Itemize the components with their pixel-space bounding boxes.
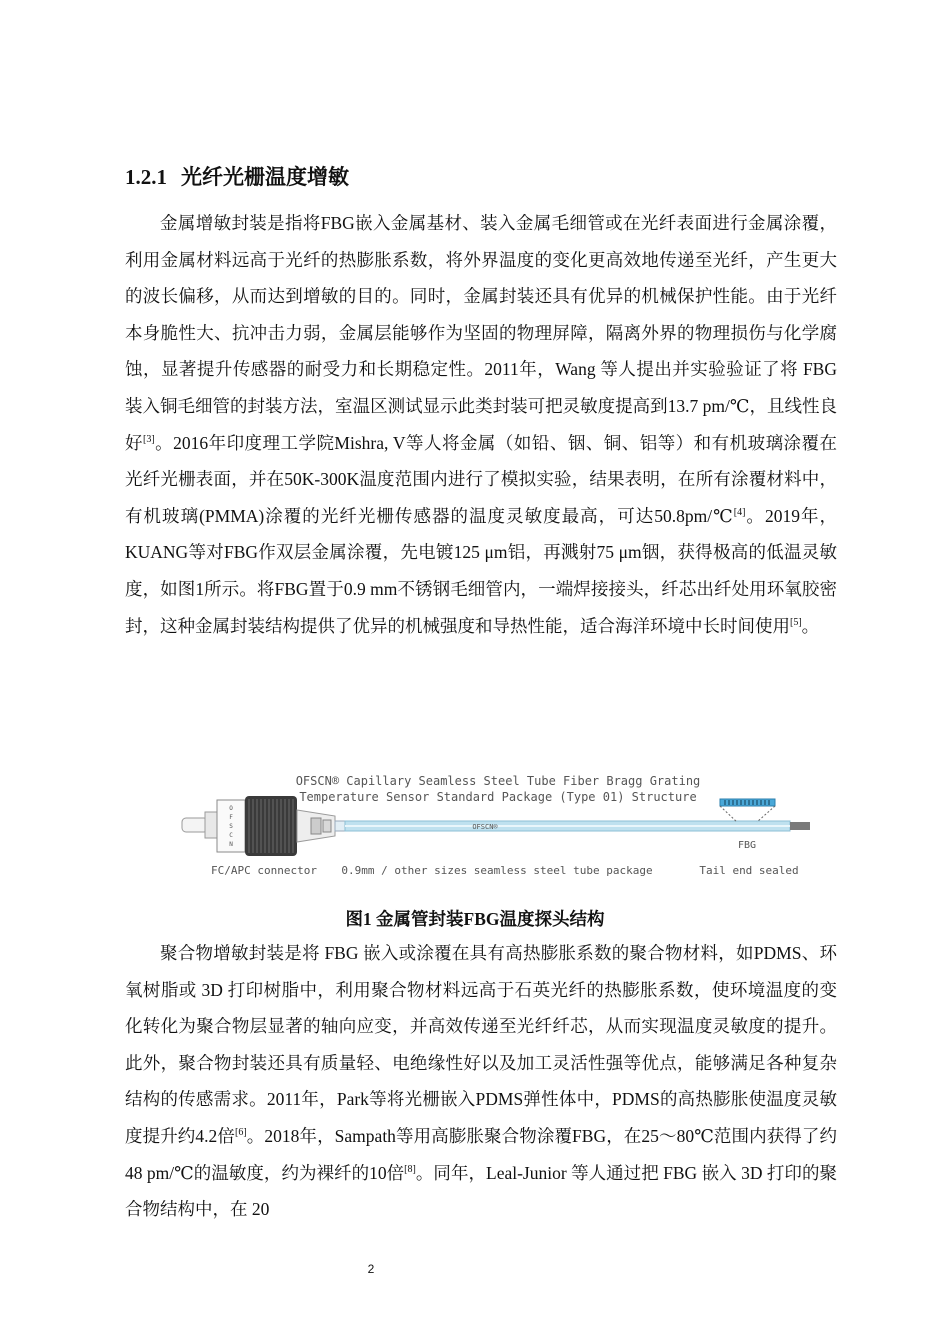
citation[interactable]: [4] [733,506,746,518]
paragraph-text: 聚合物增敏封装是将 FBG 嵌入或涂覆在具有高热膨胀系数的聚合物材料，如PDMS、环氧树脂或 3D 打印树脂中，利用聚合物材料远高于石英光纤的热膨胀系数，使环境温度的变化转化为聚合物层显著的轴向应变，并高效传递至光纤纤芯，从而实现温度灵敏度的提升。此外，聚合物封装还具有质量轻、电绝缘性好以及加工灵活性强等优点，能够满足各种复杂结构的传感需求。2011年，Park等将光栅嵌入PDMS弹性体中，PDMS的高热膨胀使温度灵敏度提升约4.2倍 [125,943,837,1146]
paragraph-text: 。同年，Leal-Junior 等人通过把 FBG 嵌入 3D 打印的聚合物结构中，在 20 [125,1162,837,1220]
brand-letter: O [229,805,233,812]
paragraph-metal-packaging [125,205,837,644]
paragraph-text: 。2016年印度理工学院Mishra, V等人将金属（如铅、铟、铜、铝等）和有机玻璃涂覆在光纤光栅表面，并在50K-300K温度范围内进行了模拟实验，结果表明，在所有涂覆材料中，有机玻璃(PMMA)涂覆的光纤光栅传感器的温度灵敏度最高，可达50.8pm/℃ [125,432,837,526]
brand-letter: N [229,841,233,848]
section-title: 光纤光栅温度增敏 [181,165,349,189]
figure-title-line1: OFSCN® Capillary Seamless Steel Tube Fiber Bragg Grating [295,774,701,788]
citation[interactable]: [8] [404,1163,416,1175]
figure-caption: 图1 金属管封装FBG温度探头结构 [345,909,605,929]
paragraph-text: 金属增敏封装是指将FBG嵌入金属基材、装入金属毛细管或在光纤表面进行金属涂覆，利用金属材料远高于光纤的热膨胀系数，将外界温度的变化更高效地传递至光纤，产生更大的波长偏移，从而达到增敏的目的。同时，金属封装还具有优异的机械保护性能。由于光纤本身脆性大、抗冲击力弱，金属层能够作为坚固的物理屏障，隔离外界的物理损伤与化学腐蚀，显著提升传感器的耐受力和长期稳定性。2011年，Wang 等人提出并实验验证了将 FBG 装入铜毛细管的封装方法，室温区测试显示此类封装可把灵敏度提高到13.7 pm/℃，且线性良好 [125,213,837,453]
citation[interactable]: [6] [235,1127,247,1139]
brand-letter: C [229,832,233,839]
grating-icon [720,799,775,822]
fbg-package-diagram [175,766,815,886]
brand-letter: F [229,814,233,821]
connector-ferrule-icon [182,812,217,838]
paragraph-text: 。2019年，KUANG等对FBG作双层金属涂覆，先电镀125 μm铝，再溅射75 μm铟，获得极高的低温灵敏度，如图1所示。将FBG置于0.9 mm不锈钢毛细管内，一端焊接接头，纤芯出纤处用环氧胶密封，这种金属封装结构提供了优异的机械强度和导热性能，适合海洋环境中长时间使用 [125,505,837,636]
paragraph-text: 。2018年，Sampath等用高膨胀聚合物涂覆FBG，在25～80℃范围内获得了约48 pm/℃的温敏度，约为裸纤的10倍 [125,1125,838,1183]
citation[interactable]: [3] [142,433,155,445]
section-heading [125,161,349,191]
brand-letter: S [229,823,233,830]
connector-boot-icon [297,810,345,842]
tube-brand-label: OFSCN® [472,823,498,831]
steel-tube [345,821,810,831]
tube-label: 0.9mm / other sizes seamless steel tube package [341,864,653,877]
paragraph-polymer-packaging [125,935,837,1228]
citation[interactable]: [5] [790,616,802,628]
grating-label: FBG [737,840,757,851]
figure-title-line2: Temperature Sensor Standard Package (Type 01) Structure [299,790,697,804]
paragraph-text: 。 [801,615,820,636]
tail-label: Tail end sealed [699,864,799,877]
page-number: 2 [367,1262,375,1276]
connector-body-icon [217,800,245,852]
section-number: 1.2.1 [125,165,167,189]
connector-nut-icon [245,796,297,856]
connector-label: FC/APC connector [211,864,317,877]
